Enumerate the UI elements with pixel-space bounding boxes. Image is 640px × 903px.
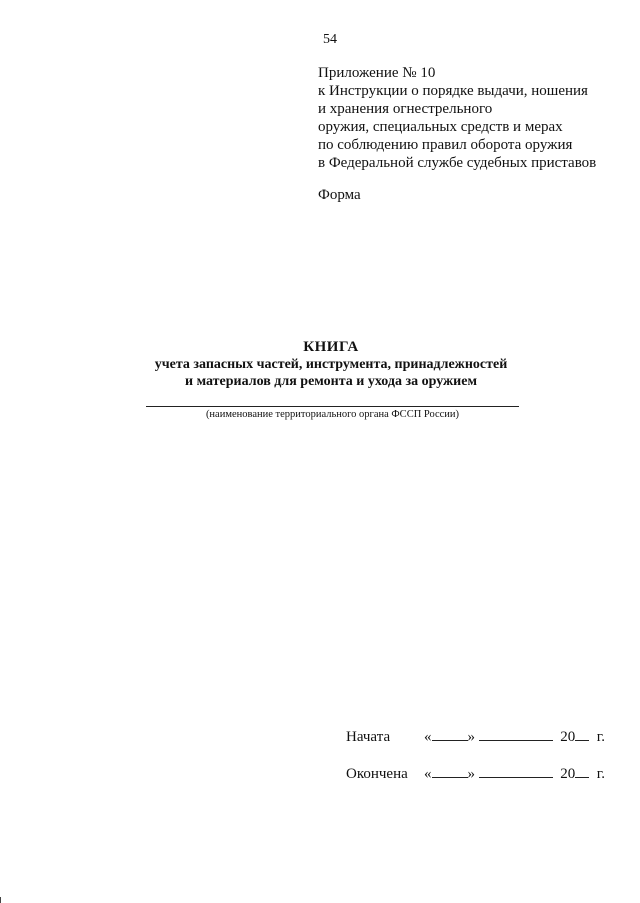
end-year-blank xyxy=(575,765,589,778)
close-quote: » xyxy=(467,729,475,745)
end-date-row xyxy=(346,765,605,783)
form-label: Форма xyxy=(318,187,361,203)
appendix-line: к Инструкции о порядке выдачи, ношения xyxy=(318,83,588,99)
subtitle-line-1: учета запасных частей, инструмента, принадлежностей xyxy=(154,357,508,372)
subtitle-line-2: и материалов для ремонта и ухода за оружием xyxy=(185,374,477,389)
start-day-blank xyxy=(432,728,468,741)
end-day-blank xyxy=(432,765,468,778)
org-name-caption: (наименование территориального органа ФССП России) xyxy=(205,409,460,420)
appendix-line: Приложение № 10 xyxy=(318,65,436,81)
appendix-line: по соблюдению правил оборота оружия xyxy=(318,137,573,153)
end-date-label: Окончена xyxy=(346,766,408,782)
year-suffix: г. xyxy=(596,729,605,745)
start-date-label: Начата xyxy=(346,729,391,745)
org-name-field-line xyxy=(146,406,519,407)
open-quote: « xyxy=(424,729,432,745)
appendix-line: и хранения огнестрельного xyxy=(318,101,493,117)
end-month-blank xyxy=(479,765,553,778)
start-date-row xyxy=(346,728,605,746)
start-month-blank xyxy=(479,728,553,741)
appendix-header xyxy=(318,64,596,172)
start-year-blank xyxy=(575,728,589,741)
book-title: КНИГА xyxy=(303,339,359,355)
year-prefix: 20 xyxy=(560,766,576,782)
year-prefix: 20 xyxy=(560,729,576,745)
appendix-line: оружия, специальных средств и мерах xyxy=(318,119,563,135)
scan-edge-mark xyxy=(0,897,9,903)
open-quote: « xyxy=(424,766,432,782)
close-quote: » xyxy=(467,766,475,782)
document-title xyxy=(0,338,640,390)
appendix-line: в Федеральной службе судебных приставов xyxy=(318,155,597,171)
page-number: 54 xyxy=(323,32,337,47)
year-suffix: г. xyxy=(596,766,605,782)
